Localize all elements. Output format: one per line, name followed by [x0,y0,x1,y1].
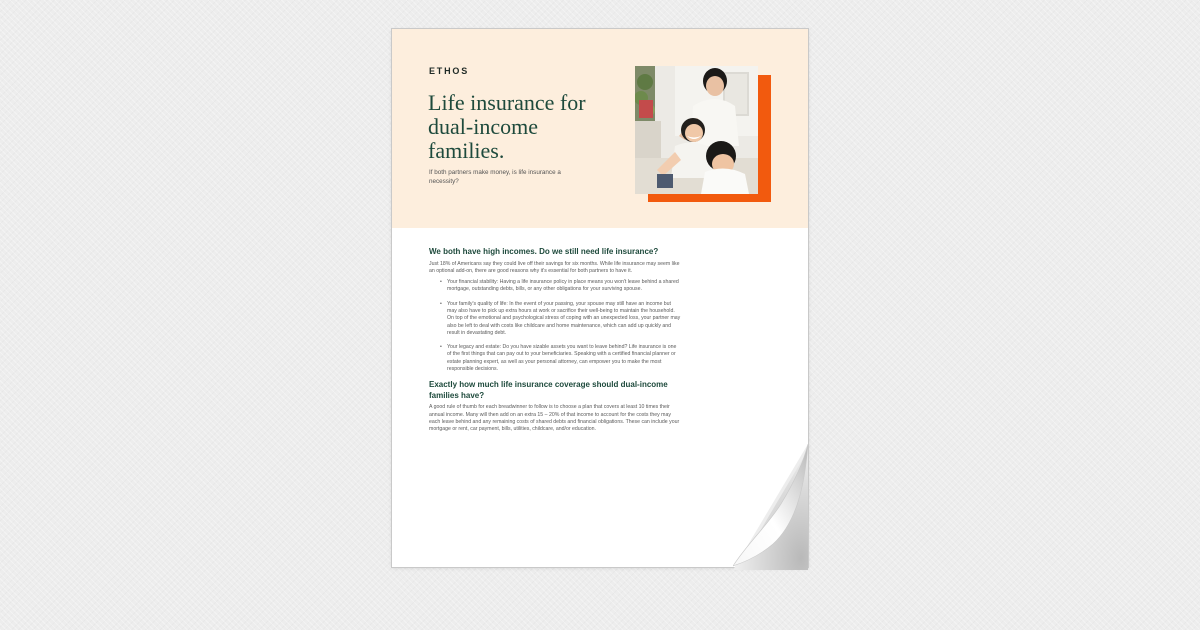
bullet-list [429,279,681,373]
page-curl-icon [733,444,813,570]
family-photo [635,66,758,194]
section-heading: We both have high incomes. Do we still need life insurance? [429,247,659,256]
list-item: • Your family's quality of life: In the event of your passing, your spouse may still have an income but may also have to pick up extra hours at work or sacrifice their well-being to maintain the household. On top of the emotional and psychological stress of coping with an unexpected loss, your partner may also be left to deal with costs like childcare and home maintenance, which can add up quickly and result in devastating debt. [443,301,681,337]
document-body [429,247,681,434]
ethos-logo: ETHOS [429,66,470,76]
list-item: • Your financial stability: Having a life insurance policy in place means you won't leave behind a shared mortgage, outstanding debts, bills, or any other obligations for your surviving spouse. [443,279,681,294]
page-subtitle: If both partners make money, is life insurance a necessity? [429,169,561,186]
section-paragraph: A good rule of thumb for each breadwinner to follow is to choose a plan that covers at least 10 times their annual income. Many will then add on an extra 15 – 20% of that income to account for the costs they may each leave behind and any remaining costs of shared debts and financial obligations. These can include your mortgage or rent, car payment, bills, utilities, childcare, and/or education. [429,404,680,433]
section-paragraph: Just 18% of Americans say they could live off their savings for six months. While life insurance may seem like an optional add-on, there are good reasons why it's essential for both partners to have it. [429,260,680,274]
list-item: • Your legacy and estate: Do you have sizable assets you want to leave behind? Life insurance is one of the first things that can pay out to your beneficiaries. Speaking with a certified financial planner or estate planning expert, as well as your personal attorney, can empower you to make the most responsible decisions. [443,344,681,373]
page-title: Life insurance for dual-income families. [428,90,586,163]
hero-banner [392,29,808,228]
section-heading: Exactly how much life insurance coverage should dual-income families have? [429,380,668,400]
